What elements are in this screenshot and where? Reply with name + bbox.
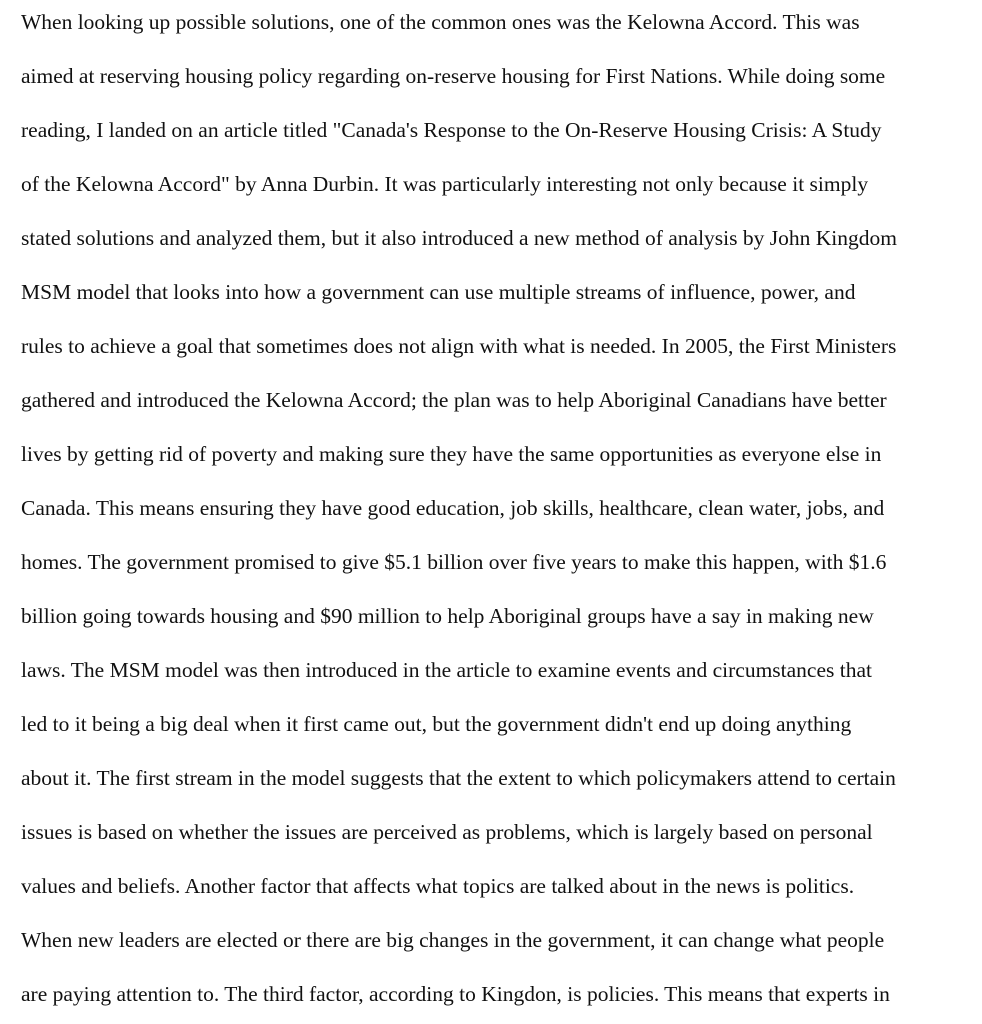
paragraph-line: about it. The first stream in the model suggests that the extent to which policymakers attend to certain (21, 766, 896, 790)
paragraph-line: MSM model that looks into how a government can use multiple streams of influence, power, and (21, 280, 856, 304)
paragraph-line: values and beliefs. Another factor that affects what topics are talked about in the news is politics. (21, 874, 855, 898)
paragraph-line: billion going towards housing and $90 million to help Aboriginal groups have a say in making new (21, 604, 874, 628)
paragraph-line: Canada. This means ensuring they have good education, job skills, healthcare, clean water, jobs, and (21, 496, 885, 520)
paragraph-line: lives by getting rid of poverty and making sure they have the same opportunities as everyone else in (21, 442, 882, 466)
paragraph-line: laws. The MSM model was then introduced in the article to examine events and circumstances that (21, 658, 873, 682)
paragraph-line: aimed at reserving housing policy regarding on-reserve housing for First Nations. While doing some (21, 64, 886, 88)
paragraph-line: issues is based on whether the issues are perceived as problems, which is largely based on personal (21, 820, 873, 844)
paragraph-line: stated solutions and analyzed them, but it also introduced a new method of analysis by John Kingdom (21, 226, 897, 250)
paragraph-line: led to it being a big deal when it first came out, but the government didn't end up doing anything (21, 712, 852, 736)
paragraph-line: homes. The government promised to give $5.1 billion over five years to make this happen, with $1.6 (21, 550, 887, 574)
paragraph-line: When looking up possible solutions, one of the common ones was the Kelowna Accord. This was (21, 10, 860, 34)
paragraph-line: rules to achieve a goal that sometimes does not align with what is needed. In 2005, the First Ministers (21, 334, 897, 358)
paragraph-line: of the Kelowna Accord" by Anna Durbin. It was particularly interesting not only because it simply (21, 172, 869, 196)
paragraph-line: When new leaders are elected or there are big changes in the government, it can change what people (21, 928, 885, 952)
paragraph-line: are paying attention to. The third factor, according to Kingdon, is policies. This means that experts in (21, 982, 890, 1006)
paragraph-line: gathered and introduced the Kelowna Accord; the plan was to help Aboriginal Canadians have better (21, 388, 887, 412)
paragraph-line: reading, I landed on an article titled "Canada's Response to the On-Reserve Housing Crisis: A Study (21, 118, 882, 142)
